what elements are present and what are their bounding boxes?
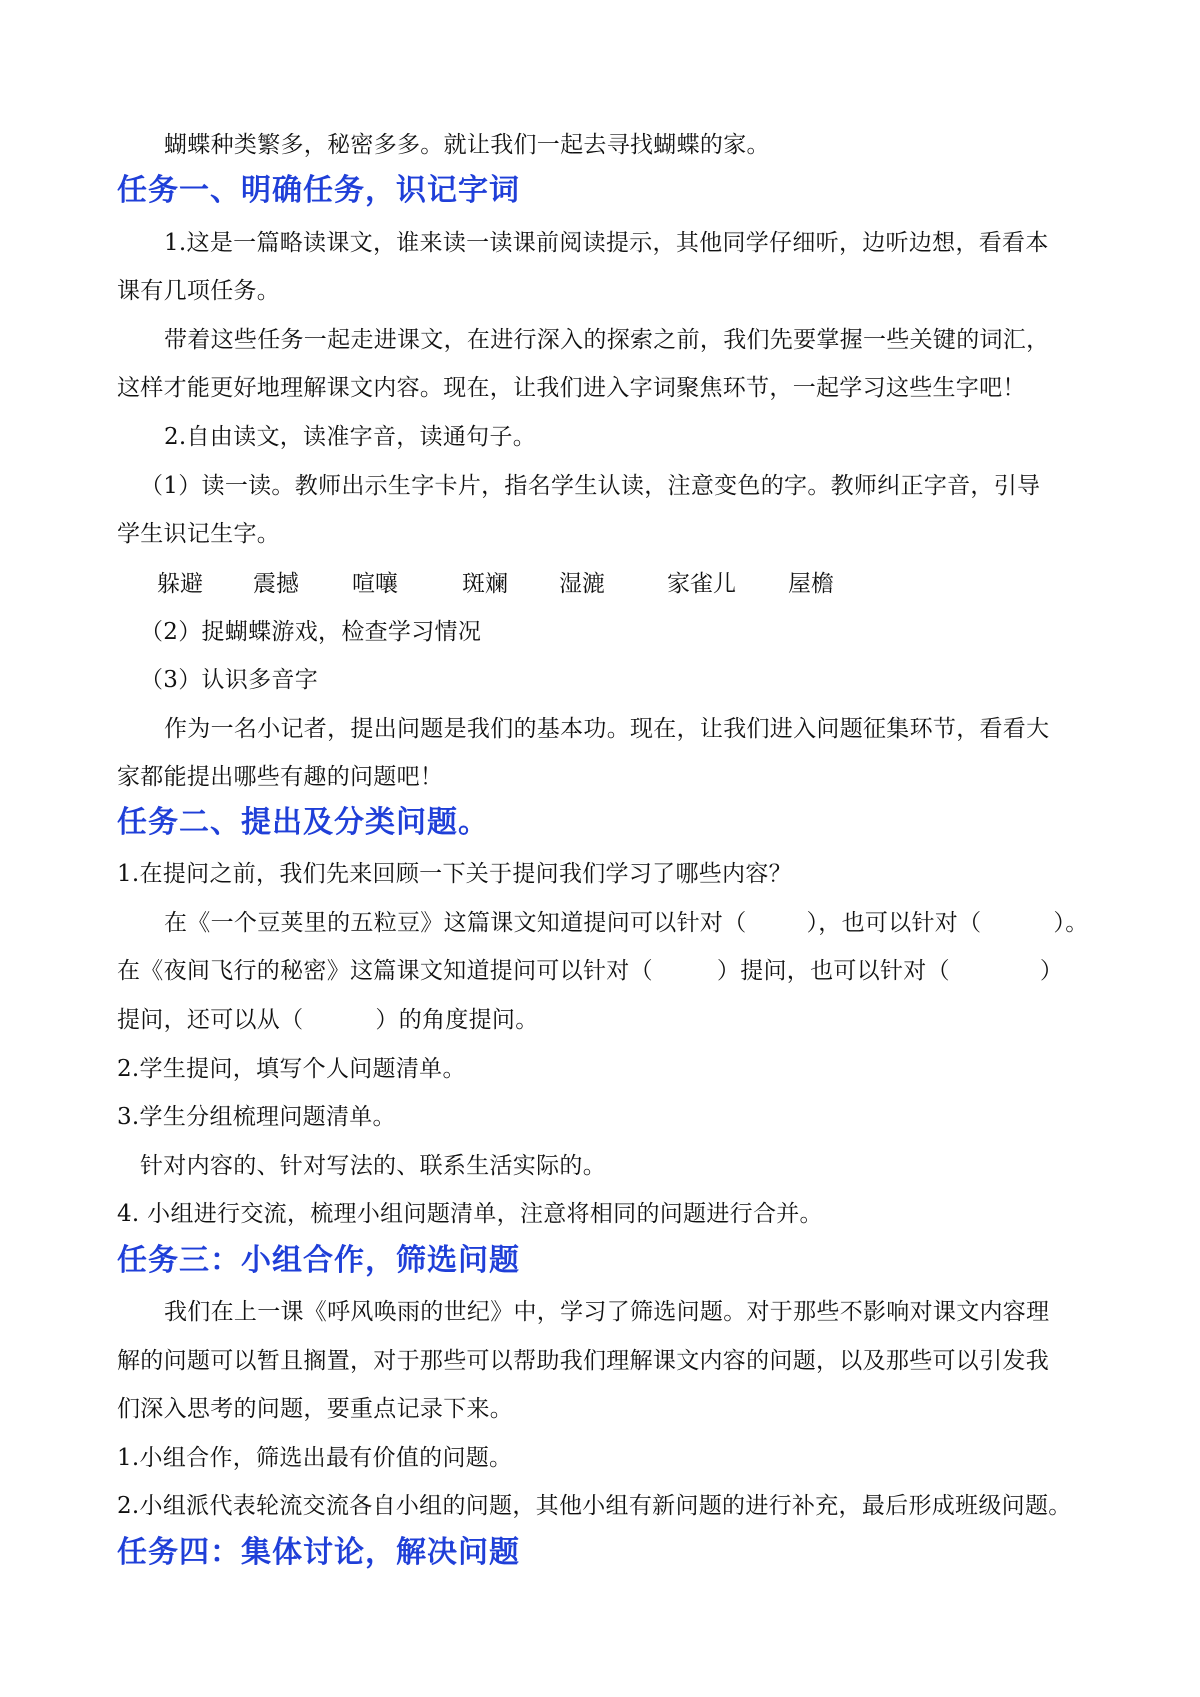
task3-p1-line1: 我们在上一课《呼风唤雨的世纪》中，学习了筛选问题。对于那些不影响对课文内容理 xyxy=(164,1299,1050,1325)
task2-p3-part-c: ） xyxy=(1039,958,1064,984)
vocab-word: 喧嚷 xyxy=(352,571,398,597)
vocab-word: 湿漉 xyxy=(559,571,605,597)
task2-p5: 2.学生提问，填写个人问题清单。 xyxy=(117,1056,466,1082)
task1-p6: （3）认识多音字 xyxy=(140,667,319,693)
task1-p2-line1: 带着这些任务一起走进课文，在进行深入的探索之前，我们先要掌握一些关键的词汇， xyxy=(164,327,1050,353)
task1-p4-line1: （1）读一读。教师出示生字卡片，指名学生认读，注意变色的字。教师纠正字音，引导 xyxy=(140,473,1041,499)
task2-p3 xyxy=(117,957,1063,985)
task4-heading: 任务四：集体讨论，解决问题 xyxy=(117,1535,520,1570)
task3-p1-line2: 解的问题可以暂且搁置，对于那些可以帮助我们理解课文内容的问题，以及那些可以引发我 xyxy=(117,1348,1049,1374)
task2-p4-part-a: 提问，还可以从（ xyxy=(117,1007,304,1033)
task1-p4-line2: 学生识记生字。 xyxy=(117,521,281,547)
task2-p2 xyxy=(164,909,1089,937)
vocabulary-word-list xyxy=(0,570,1200,600)
task1-p5: （2）捉蝴蝶游戏，检查学习情况 xyxy=(140,619,482,645)
task1-p1-line1: 1.这是一篇略读课文，谁来读一读课前阅读提示，其他同学仔细听，边听边想，看看本 xyxy=(164,230,1049,256)
task3-p1-line3: 们深入思考的问题，要重点记录下来。 xyxy=(117,1396,514,1422)
task1-p3: 2.自由读文，读准字音，读通句子。 xyxy=(164,424,537,450)
task3-p2: 1.小组合作，筛选出最有价值的问题。 xyxy=(117,1445,513,1471)
task3-p3: 2.小组派代表轮流交流各自小组的问题，其他小组有新问题的进行补充，最后形成班级问题。 xyxy=(117,1493,1072,1519)
vocab-word: 震撼 xyxy=(253,571,299,597)
task2-p2-part-c: ）。 xyxy=(1053,910,1089,936)
task1-p7-line1: 作为一名小记者，提出问题是我们的基本功。现在，让我们进入问题征集环节，看看大 xyxy=(164,716,1050,742)
task2-p2-part-b: ），也可以针对（ xyxy=(806,910,982,936)
task2-p4 xyxy=(117,1006,539,1034)
intro-paragraph: 蝴蝶种类繁多，秘密多多。就让我们一起去寻找蝴蝶的家。 xyxy=(164,132,770,158)
vocab-word: 家雀儿 xyxy=(667,571,736,597)
task1-p7-line2: 家都能提出哪些有趣的问题吧！ xyxy=(117,764,444,790)
task2-p8: 4. 小组进行交流，梳理小组问题清单，注意将相同的问题进行合并。 xyxy=(117,1201,823,1227)
vocab-word: 斑斓 xyxy=(462,571,508,597)
vocab-word: 屋檐 xyxy=(788,571,834,597)
vocab-word: 躲避 xyxy=(157,571,203,597)
task1-p1-line2: 课有几项任务。 xyxy=(117,278,281,304)
task2-p7: 针对内容的、针对写法的、联系生活实际的。 xyxy=(140,1153,606,1179)
task1-p2-line2: 这样才能更好地理解课文内容。现在，让我们进入字词聚焦环节，一起学习这些生字吧！ xyxy=(117,375,1026,401)
task2-p2-part-a: 在《一个豆荚里的五粒豆》这篇课文知道提问可以针对（ xyxy=(164,910,747,936)
task3-heading: 任务三：小组合作，筛选问题 xyxy=(117,1243,520,1278)
task2-p4-part-b: ）的角度提问。 xyxy=(375,1007,539,1033)
task2-p6: 3.学生分组梳理问题清单。 xyxy=(117,1104,396,1130)
task2-heading: 任务二、提出及分类问题。 xyxy=(117,805,489,840)
task2-p3-part-b: ）提问，也可以针对（ xyxy=(716,958,950,984)
task2-p1: 1.在提问之前，我们先来回顾一下关于提问我们学习了哪些内容？ xyxy=(117,861,792,887)
task2-p3-part-a: 在《夜间飞行的秘密》这篇课文知道提问可以针对（ xyxy=(117,958,653,984)
task1-heading: 任务一、明确任务，识记字词 xyxy=(117,173,520,208)
